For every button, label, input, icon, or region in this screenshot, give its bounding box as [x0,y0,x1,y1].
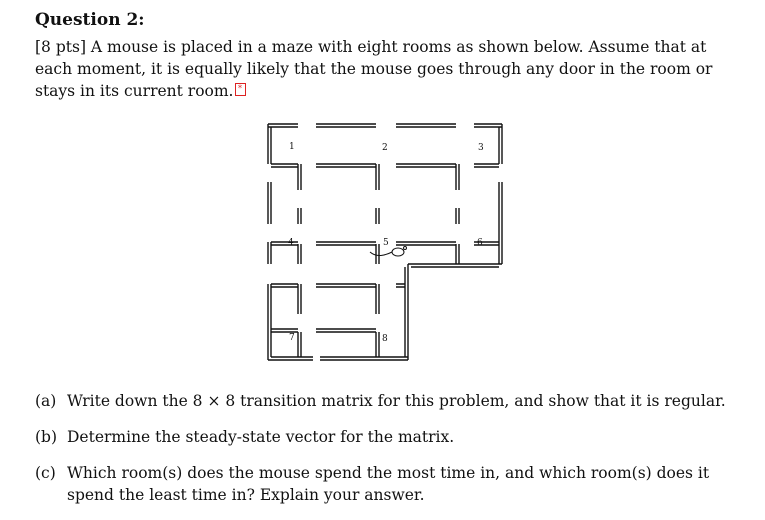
part-b [35,426,747,448]
part-b-text: Determine the steady-state vector for the matrix. [67,428,455,446]
room-label-8: 8 [382,334,388,344]
room-label-6: 6 [477,238,483,248]
room-label-1: 1 [289,142,295,152]
room-label-3: 3 [478,143,484,153]
maze-diagram [258,114,508,366]
intro-text: [8 pts] A mouse is placed in a maze with eight rooms as shown below. Assume that at each moment, it is equally likely that the mouse goes through any door in the room or stays in its current room. [35,38,713,100]
question-title: Question 2: [35,10,145,30]
question-parts [35,390,747,520]
part-c [35,462,747,506]
question-intro [35,36,747,102]
part-a [35,390,747,412]
part-c-label: (c) [35,464,56,482]
room-label-5: 5 [383,238,389,248]
part-b-label: (b) [35,428,58,446]
part-c-text: Which room(s) does the mouse spend the most time in, and which room(s) does it spend the least time in? Explain your answer. [67,464,710,504]
room-label-4: 4 [288,238,294,248]
room-label-2: 2 [382,143,388,153]
note-marker[interactable]: * [235,83,246,96]
room-label-7: 7 [289,333,295,343]
part-a-label: (a) [35,392,57,410]
part-a-text: Write down the 8 × 8 transition matrix for this problem, and show that it is regular. [67,392,726,410]
